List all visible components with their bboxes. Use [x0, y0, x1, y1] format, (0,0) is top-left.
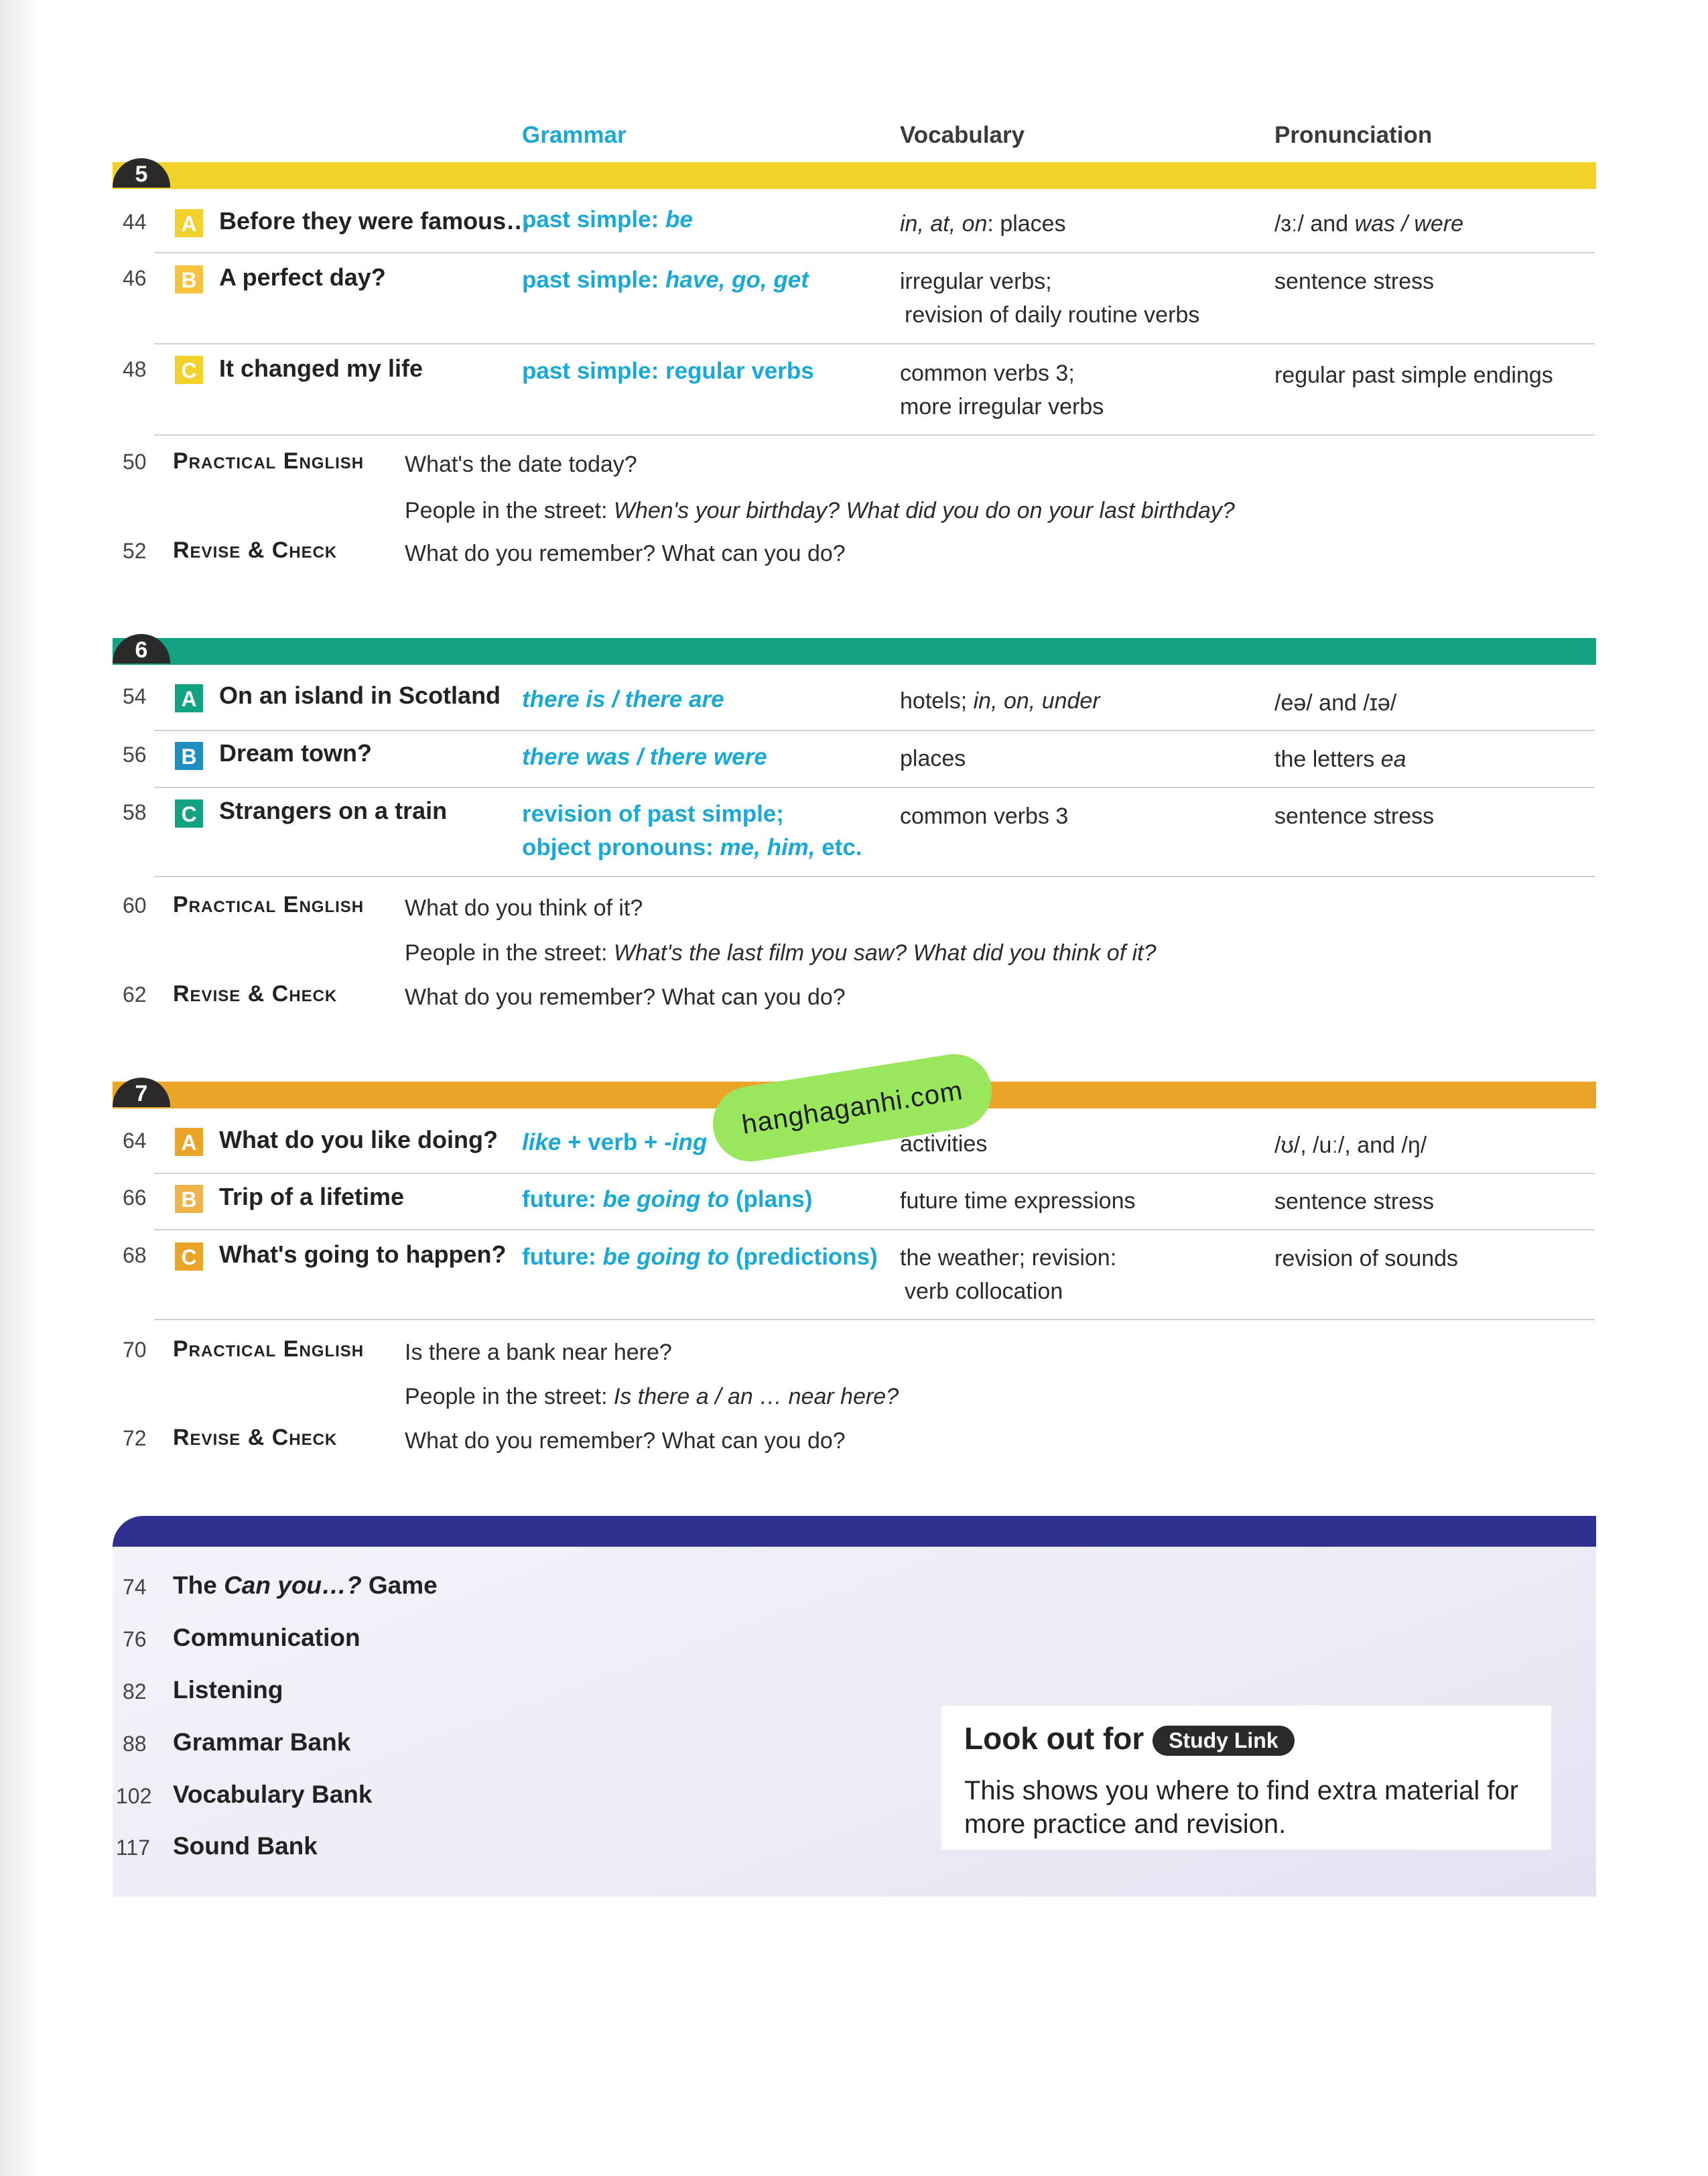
practical-english-label[interactable]: Practical English — [173, 892, 365, 917]
lesson-grammar: there was / there were — [522, 744, 767, 770]
page-number: 74 — [123, 1575, 147, 1599]
page-number: 88 — [123, 1732, 147, 1756]
lesson-vocabulary: places — [900, 746, 966, 771]
lesson-vocabulary-line2: more irregular verbs — [900, 394, 1104, 420]
unit-6-number: 6 — [113, 634, 170, 663]
revise-check-label[interactable]: Revise & Check — [173, 537, 338, 563]
revise-check-text: What do you remember? What can you do? — [405, 984, 846, 1010]
back-matter-communication[interactable]: Communication — [173, 1624, 360, 1651]
lesson-title[interactable]: It changed my life — [219, 355, 423, 382]
lesson-title[interactable]: Before they were famous… — [219, 207, 531, 235]
row-divider — [154, 787, 1595, 788]
page-number: 58 — [123, 800, 147, 824]
lesson-title[interactable]: Trip of a lifetime — [219, 1183, 405, 1210]
lesson-grammar: past simple: be — [522, 206, 693, 233]
lesson-grammar: past simple: have, go, get — [522, 267, 809, 293]
page-number: 50 — [123, 450, 147, 474]
lesson-title[interactable]: Dream town? — [219, 739, 373, 767]
header-pronunciation: Pronunciation — [1274, 122, 1433, 148]
revise-check-label[interactable]: Revise & Check — [173, 1425, 338, 1450]
lesson-vocabulary: in, at, on: places — [900, 211, 1066, 237]
lesson-pronunciation: regular past simple endings — [1274, 363, 1553, 388]
lesson-vocabulary: irregular verbs; — [900, 269, 1052, 294]
page-number: 72 — [123, 1426, 147, 1450]
row-divider — [154, 434, 1595, 436]
lesson-title[interactable]: A perfect day? — [219, 263, 386, 291]
lesson-pronunciation: revision of sounds — [1274, 1246, 1459, 1271]
page-number: 62 — [123, 982, 147, 1007]
page-number: 56 — [123, 743, 147, 767]
header-grammar: Grammar — [522, 122, 627, 148]
back-matter-can-you-game[interactable]: The Can you…? Game — [173, 1572, 438, 1599]
row-divider — [154, 730, 1595, 731]
lesson-badge-a: A — [175, 209, 203, 237]
lesson-grammar: future: be going to (plans) — [522, 1186, 813, 1212]
look-out-for-box — [941, 1706, 1551, 1850]
lesson-pronunciation: /ʊ/, /uː/, and /ŋ/ — [1274, 1133, 1427, 1158]
lesson-vocabulary: activities — [900, 1131, 988, 1157]
page-number: 54 — [123, 684, 147, 708]
lesson-vocabulary: hotels; in, on, under — [900, 688, 1100, 714]
row-divider — [154, 1173, 1595, 1174]
page-number: 68 — [123, 1243, 147, 1267]
page-number: 117 — [116, 1836, 151, 1860]
revise-check-label[interactable]: Revise & Check — [173, 981, 338, 1007]
lesson-pronunciation: sentence stress — [1274, 269, 1435, 294]
lesson-vocabulary: future time expressions — [900, 1188, 1136, 1214]
page-number: 48 — [123, 357, 147, 381]
lesson-pronunciation: /eə/ and /ɪə/ — [1274, 690, 1397, 716]
practical-english-text: Is there a bank near here? — [405, 1340, 672, 1365]
people-in-the-street: People in the street: Is there a / an … near here? — [405, 1384, 899, 1409]
unit-5-number: 5 — [113, 158, 170, 188]
page-number: 46 — [123, 266, 147, 290]
lesson-vocabulary: common verbs 3 — [900, 804, 1069, 829]
page-number: 60 — [123, 893, 147, 917]
page-number: 102 — [116, 1784, 152, 1808]
unit-7-number: 7 — [113, 1078, 170, 1107]
back-matter-vocabulary-bank[interactable]: Vocabulary Bank — [173, 1781, 373, 1808]
lesson-pronunciation: the letters ea — [1274, 747, 1406, 772]
lesson-badge-c: C — [175, 356, 203, 384]
page-number: 70 — [123, 1338, 147, 1362]
lesson-vocabulary: common verbs 3; — [900, 361, 1075, 386]
back-matter-sound-bank[interactable]: Sound Bank — [173, 1832, 318, 1860]
lesson-grammar: past simple: regular verbs — [522, 358, 814, 384]
study-link-pill: Study Link — [1153, 1726, 1295, 1756]
back-matter-band — [113, 1516, 1596, 1547]
page-edge-shadow — [0, 0, 40, 2176]
unit-6-band — [113, 638, 1596, 665]
lesson-grammar: revision of past simple; — [522, 801, 784, 827]
lesson-pronunciation: sentence stress — [1274, 1189, 1435, 1214]
watermark-sticker: hanghaganhi.com — [708, 1049, 997, 1167]
unit-5-band — [113, 162, 1596, 189]
lesson-pronunciation: /ɜː/ and was / were — [1274, 211, 1464, 237]
lesson-pronunciation: sentence stress — [1274, 804, 1435, 829]
lesson-vocabulary-line2: revision of daily routine verbs — [905, 302, 1200, 328]
lesson-title[interactable]: What's going to happen? — [219, 1240, 507, 1268]
page-number: 52 — [123, 539, 147, 563]
lesson-title[interactable]: On an island in Scotland — [219, 682, 501, 709]
page-number: 44 — [123, 210, 147, 234]
row-divider — [154, 343, 1595, 344]
lesson-badge-b: B — [175, 265, 203, 294]
look-out-title: Look out for Study Link — [964, 1720, 1295, 1756]
people-in-the-street: People in the street: When's your birthday? What did you do on your last birthday? — [405, 498, 1235, 523]
header-vocabulary: Vocabulary — [900, 122, 1025, 148]
practical-english-text: What do you think of it? — [405, 895, 643, 921]
revise-check-text: What do you remember? What can you do? — [405, 1428, 846, 1454]
lesson-title[interactable]: Strangers on a train — [219, 797, 448, 824]
revise-check-text: What do you remember? What can you do? — [405, 541, 846, 566]
lesson-grammar: there is / there are — [522, 686, 724, 712]
lesson-badge-b: B — [175, 742, 203, 770]
lesson-vocabulary-line2: verb collocation — [905, 1279, 1063, 1304]
page-number: 66 — [123, 1186, 147, 1210]
row-divider — [154, 876, 1595, 877]
look-out-description: This shows you where to find extra material for more practice and revision. — [964, 1776, 1519, 1839]
practical-english-label[interactable]: Practical English — [173, 448, 365, 474]
row-divider — [154, 252, 1595, 253]
row-divider — [154, 1319, 1595, 1320]
practical-english-label[interactable]: Practical English — [173, 1336, 365, 1362]
practical-english-text: What's the date today? — [405, 452, 637, 477]
lesson-badge-a: A — [175, 1128, 203, 1156]
people-in-the-street: People in the street: What's the last film you saw? What did you think of it? — [405, 940, 1157, 966]
back-matter-grammar-bank[interactable]: Grammar Bank — [173, 1728, 351, 1756]
lesson-title[interactable]: What do you like doing? — [219, 1126, 498, 1153]
lesson-grammar: like + verb + -ing — [522, 1129, 708, 1155]
lesson-badge-c: C — [175, 1242, 203, 1271]
back-matter-listening[interactable]: Listening — [173, 1676, 283, 1704]
lesson-grammar-line2: object pronouns: me, him, etc. — [522, 834, 862, 860]
lesson-grammar: future: be going to (predictions) — [522, 1244, 878, 1270]
row-divider — [154, 1229, 1595, 1230]
lesson-vocabulary: the weather; revision: — [900, 1245, 1117, 1271]
page-number: 82 — [123, 1679, 147, 1704]
lesson-badge-c: C — [175, 799, 203, 828]
page-number: 64 — [123, 1129, 147, 1153]
lesson-badge-b: B — [175, 1185, 203, 1213]
page-number: 76 — [123, 1627, 147, 1651]
lesson-badge-a: A — [175, 684, 203, 712]
